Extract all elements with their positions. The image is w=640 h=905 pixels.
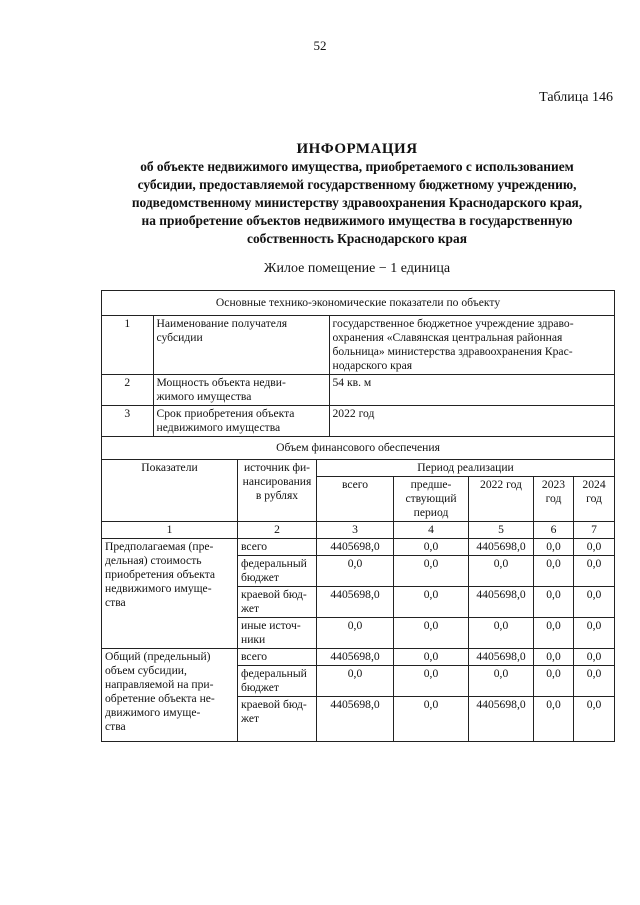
source-cell: всего [238, 649, 317, 666]
page-number: 52 [313, 38, 327, 53]
title-main: ИНФОРМАЦИЯ [296, 141, 418, 157]
source-cell: всего [238, 539, 317, 556]
row-number: 2 [102, 375, 153, 406]
total-cell: 4405698,0 [317, 697, 394, 742]
y2022-cell: 4405698,0 [469, 587, 534, 618]
col-number: 1 [102, 522, 238, 539]
y2022-cell: 4405698,0 [469, 697, 534, 742]
source-cell: краевой бюд- жет [238, 587, 317, 618]
section1-header: Основные технико-экономические показатели по объекту [102, 291, 615, 316]
y2022-cell: 0,0 [469, 556, 534, 587]
col-number: 4 [394, 522, 469, 539]
total-cell: 0,0 [317, 556, 394, 587]
y2024-cell: 0,0 [574, 649, 615, 666]
source-cell: федеральный бюджет [238, 666, 317, 697]
object-subtitle: Жилое помещение − 1 единица [263, 261, 451, 276]
col-prev: предше- ствующий период [394, 477, 469, 522]
title-line: подведомственному министерству здравоохранения Краснодарского края, [131, 195, 583, 210]
row-value: 2022 год [332, 407, 375, 420]
row-label: Мощность объекта недви- жимого имущества [153, 375, 329, 406]
prev-cell: 0,0 [394, 587, 469, 618]
title-line: субсидии, предоставляемой государственному бюджетному учреждению, [137, 177, 577, 192]
y2024-cell: 0,0 [574, 556, 615, 587]
row-number: 1 [102, 316, 153, 375]
y2022-cell: 4405698,0 [469, 649, 534, 666]
y2022-cell: 4405698,0 [469, 539, 534, 556]
group-label: Общий (предельный) объем субсидии, направляемой на при- обретение объекта не- движимого имуще- ства [102, 649, 238, 742]
y2023-cell: 0,0 [534, 666, 574, 697]
source-cell: краевой бюд- жет [238, 697, 317, 742]
title-line: на приобретение объектов недвижимого имущества в государственную [141, 213, 573, 228]
source-cell: федеральный бюджет [238, 556, 317, 587]
col-number: 3 [317, 522, 394, 539]
y2023-cell: 0,0 [534, 697, 574, 742]
info-table [101, 290, 615, 742]
prev-cell: 0,0 [394, 697, 469, 742]
y2023-cell: 0,0 [534, 587, 574, 618]
col-2024: 2024 год [574, 477, 615, 522]
title-line: об объекте недвижимого имущества, приобретаемого с использованием [140, 159, 574, 174]
section2-header: Объем финансового обеспечения [102, 437, 615, 460]
row-number: 3 [102, 406, 153, 437]
col-total: всего [317, 477, 394, 522]
document-title [92, 140, 622, 248]
total-cell: 0,0 [317, 618, 394, 649]
col-source: источник фи- нансирования в рублях [238, 460, 317, 522]
y2024-cell: 0,0 [574, 697, 615, 742]
total-cell: 0,0 [317, 666, 394, 697]
y2023-cell: 0,0 [534, 556, 574, 587]
col-period: Период реализации [317, 460, 615, 477]
group-label: Предполагаемая (пре- дельная) стоимость приобретения объекта недвижимого имуще- ства [102, 539, 238, 649]
y2023-cell: 0,0 [534, 539, 574, 556]
y2022-cell: 0,0 [469, 618, 534, 649]
col-number: 5 [469, 522, 534, 539]
y2023-cell: 0,0 [534, 649, 574, 666]
col-2022: 2022 год [469, 477, 534, 522]
row-value: 54 кв. м [329, 375, 614, 406]
prev-cell: 0,0 [394, 539, 469, 556]
table-label: Таблица 146 [539, 90, 613, 105]
y2024-cell: 0,0 [574, 539, 615, 556]
y2024-cell: 0,0 [574, 587, 615, 618]
section1-block [102, 316, 615, 437]
row-label: Наименование получателя субсидии [153, 316, 329, 375]
col-indicators: Показатели [102, 460, 238, 522]
col-number: 2 [238, 522, 317, 539]
total-cell: 4405698,0 [317, 649, 394, 666]
col-number: 6 [534, 522, 574, 539]
y2022-cell: 0,0 [469, 666, 534, 697]
source-cell: иные источ- ники [238, 618, 317, 649]
y2024-cell: 0,0 [574, 666, 615, 697]
col-2023: 2023 год [534, 477, 574, 522]
prev-cell: 0,0 [394, 556, 469, 587]
total-cell: 4405698,0 [317, 587, 394, 618]
prev-cell: 0,0 [394, 649, 469, 666]
prev-cell: 0,0 [394, 618, 469, 649]
row-value: государственное бюджетное учреждение здраво- охранения «Славянская центральная районная больница» министерства здравоохранения Крас- нодарского края [329, 316, 614, 375]
row-label: Срок приобретения объекта недвижимого имущества [153, 406, 329, 437]
y2023-cell: 0,0 [534, 618, 574, 649]
total-cell: 4405698,0 [317, 539, 394, 556]
y2024-cell: 0,0 [574, 618, 615, 649]
section1-rows [102, 316, 614, 436]
title-line: собственность Краснодарского края [247, 231, 467, 246]
col-number: 7 [574, 522, 615, 539]
prev-cell: 0,0 [394, 666, 469, 697]
